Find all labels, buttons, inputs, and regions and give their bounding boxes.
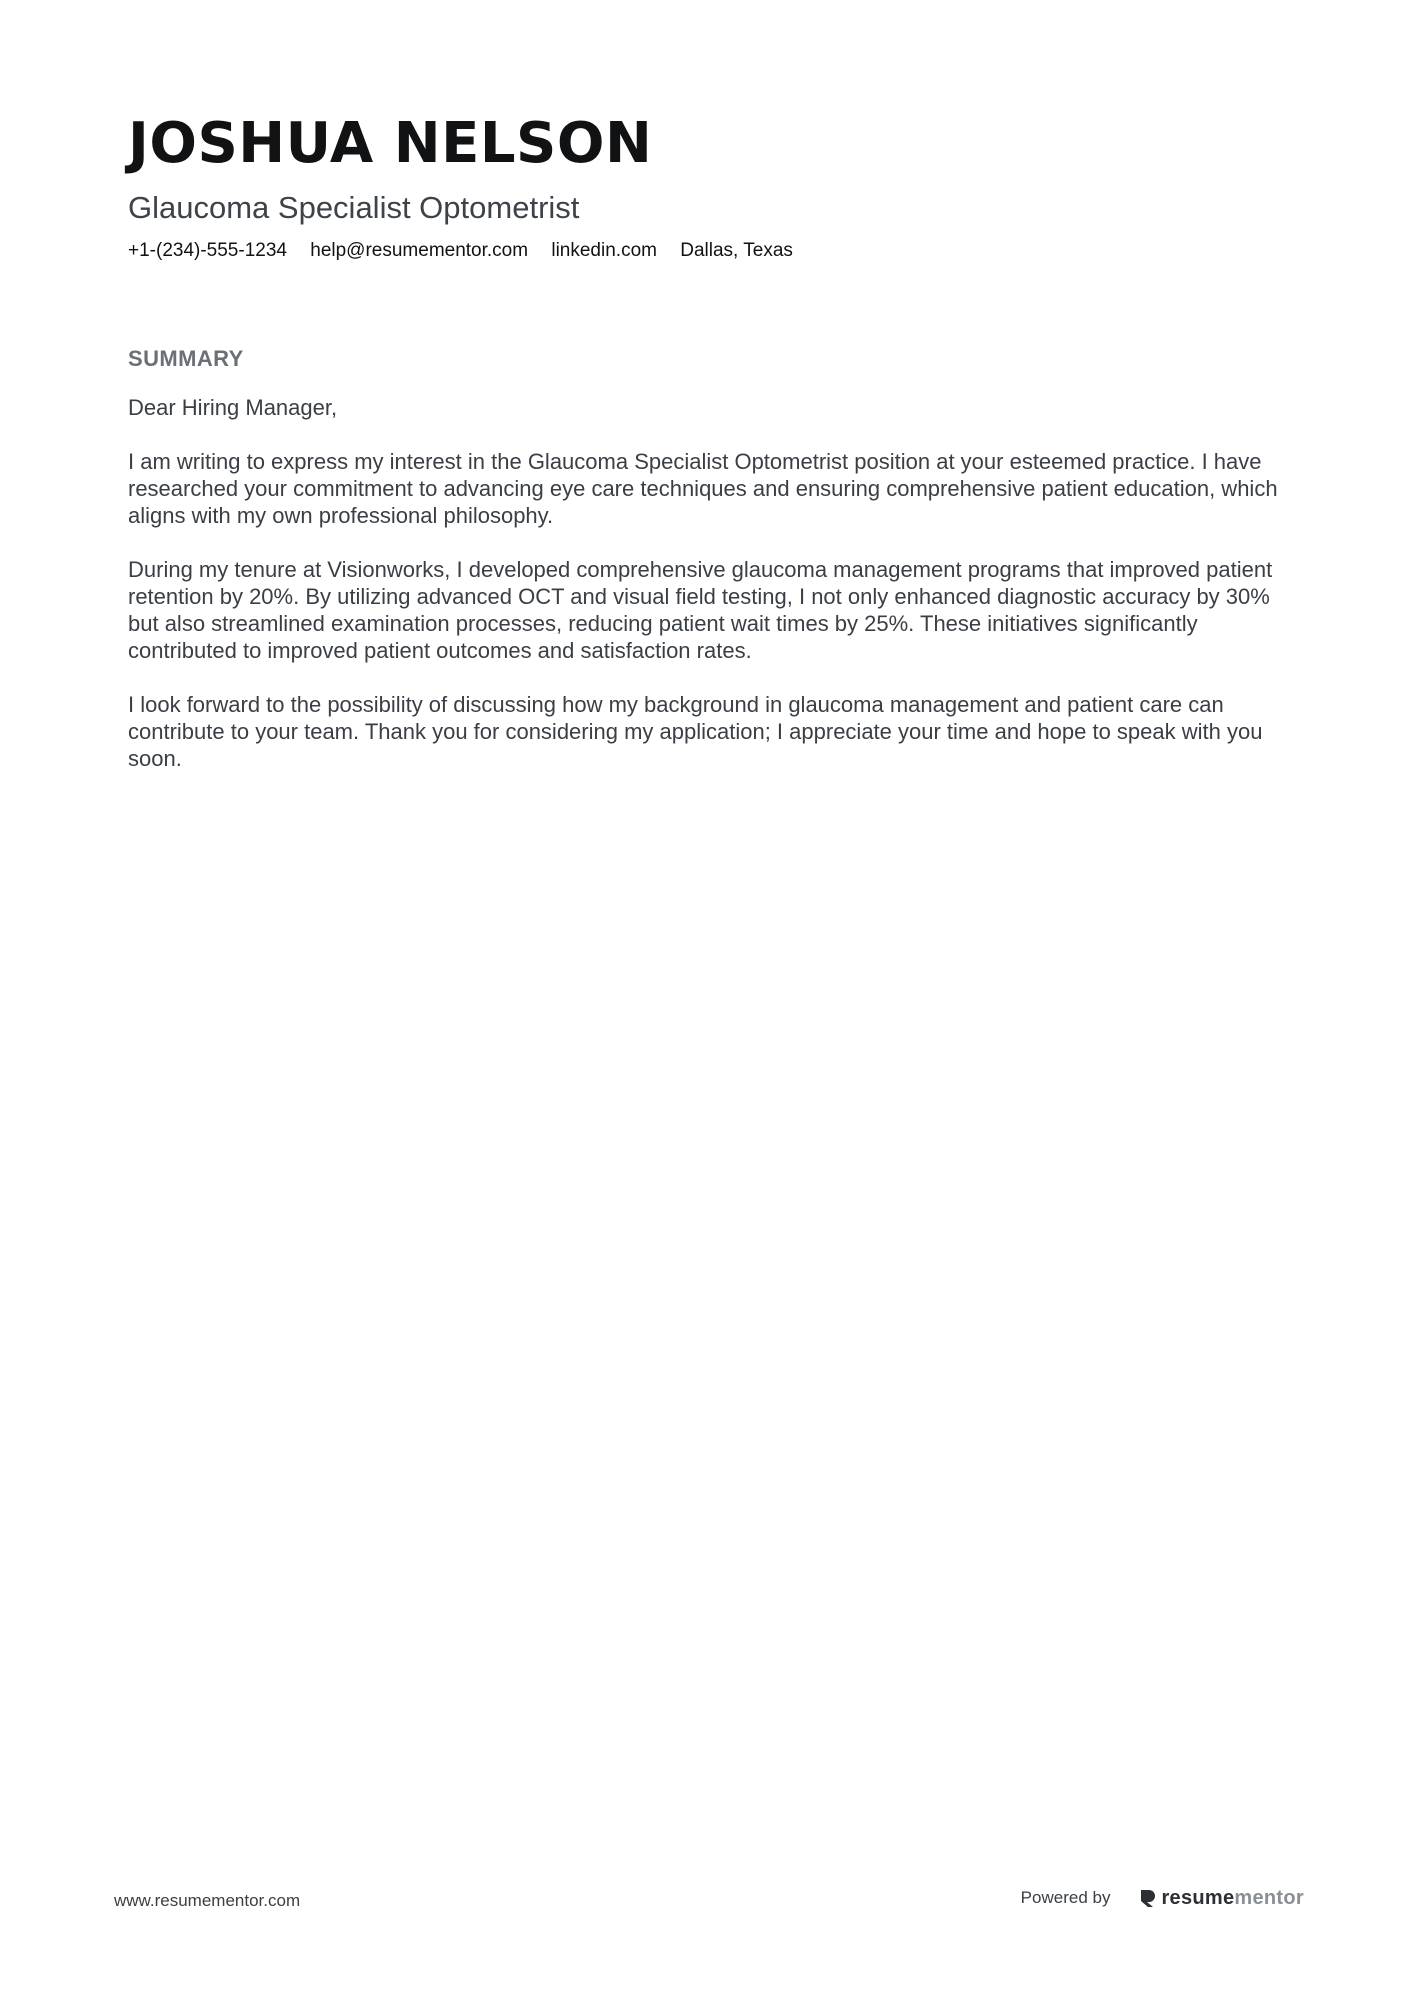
contact-linkedin[interactable]: linkedin.com [551,240,657,261]
header [128,108,1288,264]
section-heading: SUMMARY [128,346,244,371]
summary-paragraph: During my tenure at Visionworks, I developed comprehensive glaucoma management programs that improved patient retention by 20%. By utilizing advanced OCT and visual field testing, I not only enhanced diagnostic accuracy by 30% but also streamlined examination processes, reducing patient wait times by 25%. These initiatives significantly contributed to improved patient outcomes and satisfaction rates. [128,557,1273,663]
job-title: Glaucoma Specialist Optometrist [128,190,580,225]
resumementor-logo[interactable] [1140,1887,1304,1910]
powered-by [1021,1884,1304,1912]
contact-email[interactable]: help@resumementor.com [310,240,529,261]
contact-line [128,238,1288,264]
contact-location: Dallas, Texas [680,240,793,261]
footer-url-link[interactable]: www.resumementor.com [114,1891,301,1910]
contact-phone: +1-(234)-555-1234 [128,240,287,261]
logo-text-light: mentor [1234,1886,1304,1909]
logo-text-bold: resume [1161,1886,1235,1909]
powered-by-label: Powered by [1020,1888,1111,1907]
summary-section [128,344,1298,799]
candidate-name: JOSHUA NELSON [128,111,653,176]
salutation: Dear Hiring Manager, [128,395,338,420]
summary-paragraph: I am writing to express my interest in the Glaucoma Specialist Optometrist position at your esteemed practice. I have researched your commitment to advancing eye care techniques and ensuring comprehensive patient education, which aligns with my own professional philosophy. [128,449,1278,528]
resumementor-logo-icon [1140,1888,1156,1908]
footer [114,1884,1304,1916]
summary-paragraph: I look forward to the possibility of discussing how my background in glaucoma management and patient care can contribute to your team. Thank you for considering my application; I appreciate your time and hope to speak with you soon. [128,692,1263,771]
